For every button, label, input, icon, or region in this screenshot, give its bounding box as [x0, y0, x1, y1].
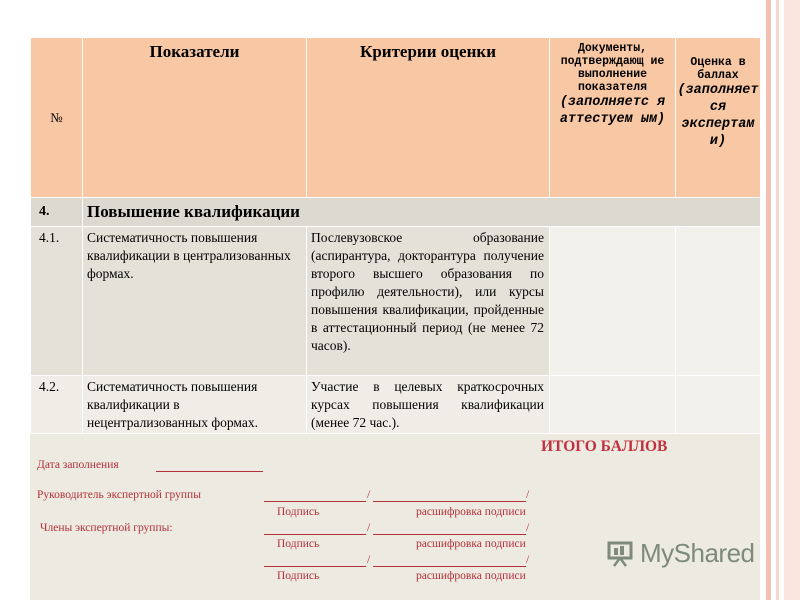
separator: /: [367, 522, 371, 534]
row-num: 4.2.: [31, 376, 83, 434]
table-row: [31, 376, 761, 434]
section-title: Повышение квалификации: [83, 198, 761, 227]
header-num: №: [31, 38, 83, 198]
header-score-title: Оценка в баллах: [690, 56, 746, 82]
signature-caption: Подпись: [277, 570, 320, 582]
separator: /: [526, 522, 530, 534]
row-indicator: Систематичность повышения квалификации в нецентрализованных формах.: [83, 376, 307, 434]
row-score-cell[interactable]: [676, 376, 761, 434]
table-header-row: [31, 38, 761, 198]
row-documents-cell[interactable]: [550, 227, 676, 376]
document-sheet: [30, 37, 760, 600]
table-row: [31, 227, 761, 376]
member2-decoding-field[interactable]: [373, 566, 526, 567]
header-indicators: Показатели: [83, 38, 307, 198]
header-documents: [550, 38, 676, 198]
decoding-caption: расшифровка подписи: [416, 506, 526, 518]
head-label: Руководитель экспертной группы: [37, 489, 201, 501]
head-decoding-field[interactable]: [373, 501, 526, 502]
row-criterion: Послевузовское образование (аспирантура, докторантура получение второго высшего образования по профилю деятельности), или курсы повышения квалификации, пройденные в аттестационный период (не менее 72 часов).: [307, 227, 550, 376]
head-signature-field[interactable]: [264, 501, 366, 502]
separator: /: [526, 489, 530, 501]
date-field[interactable]: [156, 471, 263, 472]
decoding-caption: расшифровка подписи: [416, 538, 526, 550]
section-row: [31, 198, 761, 227]
separator: /: [367, 489, 371, 501]
separator: /: [526, 554, 530, 566]
total-score-label: ИТОГО БАЛЛОВ: [541, 438, 668, 455]
row-indicator: Систематичность повышения квалификации в централизованных формах.: [83, 227, 307, 376]
header-score-note: (заполняет ся экспертам и): [677, 83, 759, 149]
members-label: Члены экспертной группы:: [40, 522, 173, 534]
signature-caption: Подпись: [277, 506, 320, 518]
signature-caption: Подпись: [277, 538, 320, 550]
separator: /: [367, 554, 371, 566]
row-num: 4.1.: [31, 227, 83, 376]
header-documents-note: (заполняетс я аттестуем ым): [559, 95, 666, 127]
member2-signature-field[interactable]: [264, 566, 366, 567]
logo-text: MyShared: [640, 537, 755, 568]
row-criterion: Участие в целевых краткосрочных курсах повышения квалификации (менее 72 час.).: [307, 376, 550, 434]
decoding-caption: расшифровка подписи: [416, 570, 526, 582]
member1-decoding-field[interactable]: [373, 534, 526, 535]
decorative-stripes: [760, 0, 800, 600]
section-num: 4.: [31, 198, 83, 227]
myshared-logo: [606, 537, 755, 569]
signature-footer: [30, 432, 760, 600]
row-documents-cell[interactable]: [550, 376, 676, 434]
header-score: [676, 38, 761, 198]
row-score-cell[interactable]: [676, 227, 761, 376]
header-documents-title: Документы, подтверждающ ие выполнение показателя: [560, 42, 665, 94]
presentation-board-icon: [606, 538, 636, 568]
header-criteria: Критерии оценки: [307, 38, 550, 198]
criteria-table: [30, 37, 761, 434]
date-label: Дата заполнения: [37, 459, 119, 471]
member1-signature-field[interactable]: [264, 534, 366, 535]
